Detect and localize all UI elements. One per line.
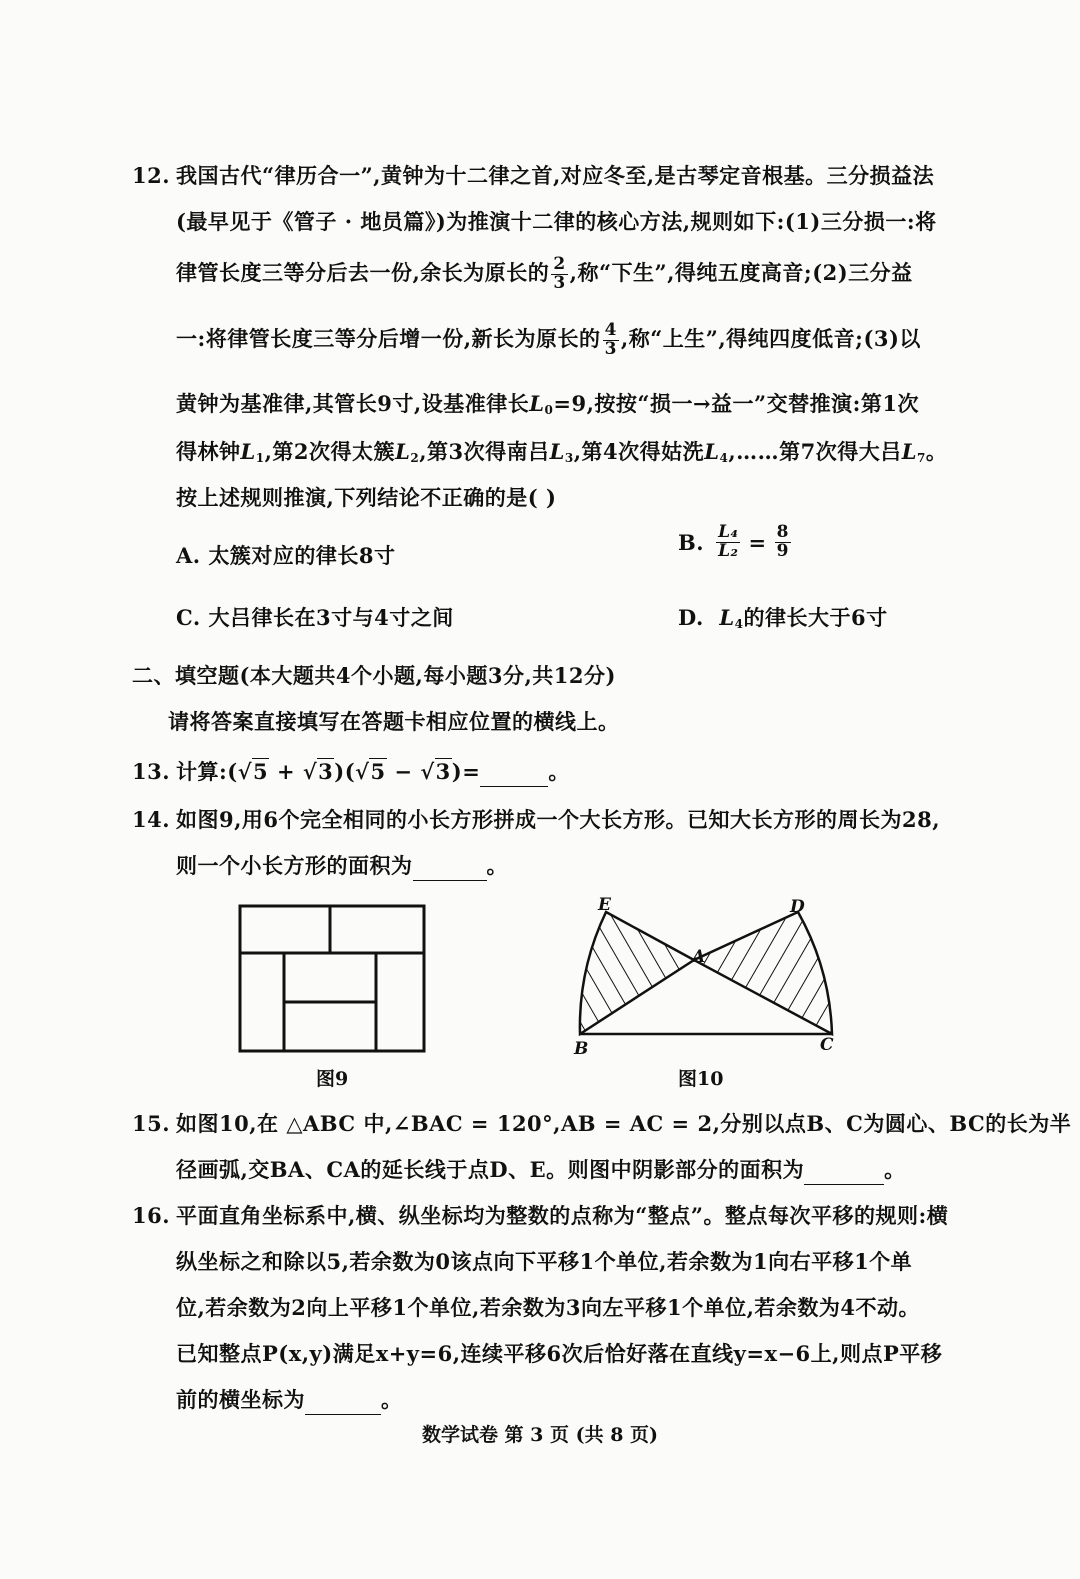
figure-9-diagram xyxy=(236,902,428,1056)
q15-line2 xyxy=(176,1154,906,1185)
var-L: L xyxy=(395,439,411,464)
q15-text-line2: 径画弧,交BA、CA的延长线于点D、E。则图中阴影部分的面积为 xyxy=(176,1157,805,1182)
var-L: L xyxy=(901,439,918,464)
q16-text-line4: 已知整点P(x,y)满足x+y=6,连续平移6次后恰好落在直线y=x−6上,则点P平移 xyxy=(176,1341,943,1366)
q12-text: ,第2次得太簇 xyxy=(264,439,396,464)
q15-line1 xyxy=(132,1108,1071,1138)
sqrt: √5 xyxy=(237,759,269,784)
sqrt: √3 xyxy=(302,759,334,784)
sqrt: √3 xyxy=(420,759,451,784)
period: 。 xyxy=(884,1157,906,1182)
q12-text: 得林钟 xyxy=(176,439,241,464)
subscript: 0 xyxy=(544,403,554,417)
q16-text-line3: 位,若余数为2向上平移1个单位,若余数为3向左平移1个单位,若余数为4不动。 xyxy=(176,1295,920,1320)
q12-text-line3a: 律管长度三等分后去一份,余长为原长的 xyxy=(176,259,550,285)
q12-line4 xyxy=(176,322,921,359)
option-c: C. 大吕律长在3寸与4寸之间 xyxy=(176,605,454,630)
q12-number: 12. xyxy=(132,163,171,188)
q12-text-line2: (最早见于《管子 · 地员篇》)为推演十二律的核心方法,规则如下:(1)三分损一:将 xyxy=(176,209,937,234)
subscript: 4 xyxy=(719,451,729,465)
q12-text-line5a: 黄钟为基准律,其管长9寸,设基准律长 xyxy=(176,391,530,416)
fraction-denominator: 9 xyxy=(776,540,789,561)
q13-line xyxy=(132,756,570,787)
figure-9-caption: 图9 xyxy=(316,1068,349,1090)
shaded-region-left xyxy=(580,912,694,1034)
period: 。 xyxy=(381,1387,403,1412)
q15-text-line1: 如图10,在 △ABC 中,∠BAC = 120°,AB = AC = 2,分别以点B、C为圆心、BC的长为半 xyxy=(176,1111,1072,1136)
label-e: E xyxy=(598,895,611,915)
q12-text: 。 xyxy=(925,439,948,464)
var-L: L xyxy=(719,605,735,630)
figure-10-diagram xyxy=(560,892,850,1062)
plus-sign: + xyxy=(269,759,303,784)
subscript: 3 xyxy=(564,451,574,465)
subscript: 1 xyxy=(255,451,265,465)
q12-text: ,……第7次得大吕 xyxy=(728,439,902,464)
equals-sign: = xyxy=(748,529,767,555)
q16-line1 xyxy=(132,1200,948,1230)
radicand: 5 xyxy=(370,759,386,784)
q12-text-line7: 按上述规则推演,下列结论不正确的是( ) xyxy=(176,485,557,510)
option-d-text: 的律长大于6寸 xyxy=(743,605,888,630)
q16-number: 16. xyxy=(132,1203,171,1228)
q14-text-line2: 则一个小长方形的面积为 xyxy=(176,853,413,878)
q16-text-line5: 前的横坐标为 xyxy=(176,1387,305,1412)
q12-line5 xyxy=(176,388,919,418)
radicand: 5 xyxy=(253,759,269,784)
option-b xyxy=(678,524,793,561)
page-footer: 数学试卷 第 3 页 (共 8 页) xyxy=(421,1424,659,1446)
q12-text-line1: 我国古代“律历合一”,黄钟为十二律之首,对应冬至,是古琴定音根基。三分损益法 xyxy=(176,163,935,188)
subscript: 4 xyxy=(734,617,744,631)
q12-text-line4a: 一:将律管长度三等分后增一份,新长为原长的 xyxy=(176,325,601,351)
q12-text: ,第3次得南吕 xyxy=(419,439,550,464)
q16-line5 xyxy=(176,1384,403,1415)
subscript: 7 xyxy=(917,451,926,465)
fraction-denominator: 3 xyxy=(553,272,566,293)
label-d: D xyxy=(790,897,805,917)
q16-text-line1: 平面直角坐标系中,横、纵坐标均为整数的点称为“整点”。整点每次平移的规则:横 xyxy=(176,1203,949,1228)
subscript: 2 xyxy=(410,451,420,465)
period: 。 xyxy=(548,759,570,784)
option-b-label: B. xyxy=(678,529,705,555)
section-instruction: 请将答案直接填写在答题卡相应位置的横线上。 xyxy=(168,709,620,734)
figure-10-caption: 图10 xyxy=(678,1068,724,1090)
q12-line6 xyxy=(176,436,947,466)
period: 。 xyxy=(486,853,508,878)
q12-text-line5b: =9,按按“损一→益一”交替推演:第1次 xyxy=(553,391,919,416)
option-a: A. 太簇对应的律长8寸 xyxy=(176,543,396,568)
label-b: B xyxy=(574,1039,589,1059)
q15-number: 15. xyxy=(132,1111,171,1136)
q14-number: 14. xyxy=(132,807,171,832)
label-c: C xyxy=(820,1035,834,1055)
q14-line1 xyxy=(132,804,940,834)
fraction-two-thirds xyxy=(551,256,567,293)
fraction-denominator: L₂ xyxy=(718,540,739,561)
section-title: 二、填空题(本大题共4个小题,每小题3分,共12分) xyxy=(132,663,616,688)
answer-blank xyxy=(480,761,548,787)
var-L: L xyxy=(240,439,256,464)
q13-number: 13. xyxy=(132,759,171,784)
q12-line3 xyxy=(176,256,913,293)
q14-text-line1: 如图9,用6个完全相同的小长方形拼成一个大长方形。已知大长方形的周长为28, xyxy=(176,807,941,832)
shaded-region-right xyxy=(694,912,832,1034)
var-L: L xyxy=(704,439,720,464)
sqrt: √5 xyxy=(355,759,386,784)
q16-text-line2: 纵坐标之和除以5,若余数为0该点向下平移1个单位,若余数为1向右平移1个单 xyxy=(176,1249,913,1274)
fraction-four-thirds xyxy=(603,322,619,359)
label-a: A xyxy=(692,947,706,967)
q12-text-line4b: ,称“上生”,得纯四度低音;(3)以 xyxy=(620,325,921,351)
fraction-numerator: 2 xyxy=(553,254,566,274)
answer-blank xyxy=(413,855,487,881)
fraction-numerator: 8 xyxy=(776,522,789,542)
answer-blank xyxy=(804,1159,884,1185)
var-L: L xyxy=(549,439,565,464)
option-d xyxy=(678,602,888,632)
radicand: 3 xyxy=(318,759,334,784)
fraction-numerator: 4 xyxy=(604,320,617,340)
q13-prefix: 计算:( xyxy=(176,759,238,784)
q12-line1 xyxy=(132,160,934,190)
fraction-l4-l2 xyxy=(716,524,740,561)
q14-line2 xyxy=(176,850,508,881)
outer-rectangle xyxy=(240,906,424,1051)
q12-text: ,第4次得姑洗 xyxy=(573,439,705,464)
fraction-denominator: 3 xyxy=(604,338,617,359)
answer-blank xyxy=(305,1389,381,1415)
paren: )( xyxy=(334,759,356,784)
fraction-numerator: L₄ xyxy=(718,522,739,542)
var-L: L xyxy=(529,391,545,416)
fraction-eight-ninths xyxy=(775,524,791,561)
q12-text-line3b: ,称“下生”,得纯五度高音;(2)三分益 xyxy=(569,259,913,285)
minus-sign: − xyxy=(386,759,421,784)
option-d-label: D. xyxy=(678,605,704,630)
equals-part: )= xyxy=(451,759,481,784)
radicand: 3 xyxy=(435,759,451,784)
